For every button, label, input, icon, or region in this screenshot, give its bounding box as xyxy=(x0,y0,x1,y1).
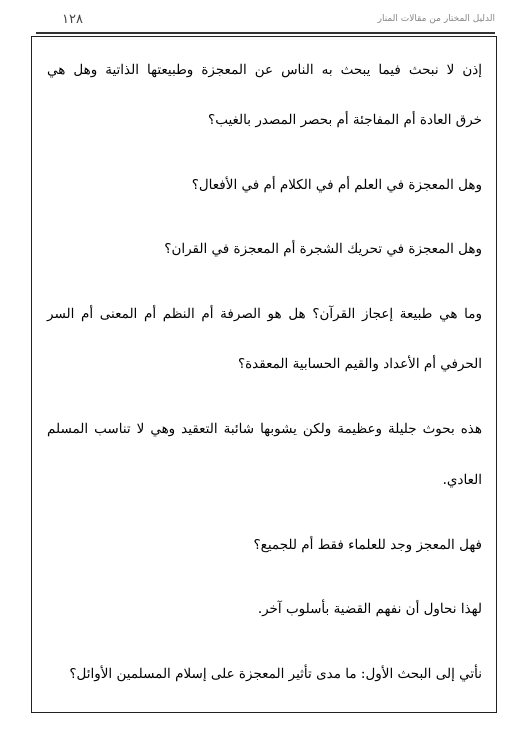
text-line-3: وهل المعجزة في العلم أم في الكلام أم في الأفعال؟ xyxy=(191,177,482,193)
text-line-11: نأتي إلى البحث الأول: ما مدى تأثير المعجزة على إسلام المسلمين الأوائل؟ xyxy=(69,666,482,682)
text-line-5: وما هي طبيعة إعجاز القرآن؟ هل هو الصرفة أم النظم أم المعنى أم السر xyxy=(47,306,482,322)
text-line-1: إذن لا نبحث فيما يبحث به الناس عن المعجزة وطبيعتها الذاتية وهل هي xyxy=(47,62,482,78)
text-line-2: خرق العادة أم المفاجئة أم بحصر المصدر بالغيب؟ xyxy=(208,112,482,128)
text-line-10: لهذا نحاول أن نفهم القضية بأسلوب آخر. xyxy=(257,601,482,617)
page-header xyxy=(36,10,495,30)
running-title: الدليل المختار من مقالات المنار xyxy=(377,14,495,24)
text-line-9: فهل المعجز وجد للعلماء فقط أم للجميع؟ xyxy=(253,537,482,553)
page-number: ١٢٨ xyxy=(62,12,83,27)
header-rule xyxy=(36,32,495,34)
text-line-6: الحرفي أم الأعداد والقيم الحسابية المعقدة؟ xyxy=(237,356,482,372)
text-line-7: هذه بحوث جليلة وعظيمة ولكن يشوبها شائبة التعقيد وهي لا تناسب المسلم xyxy=(47,421,482,437)
text-line-4: وهل المعجزة في تحريك الشجرة أم المعجزة في القران؟ xyxy=(164,241,482,257)
text-line-8: العادي. xyxy=(442,472,482,488)
